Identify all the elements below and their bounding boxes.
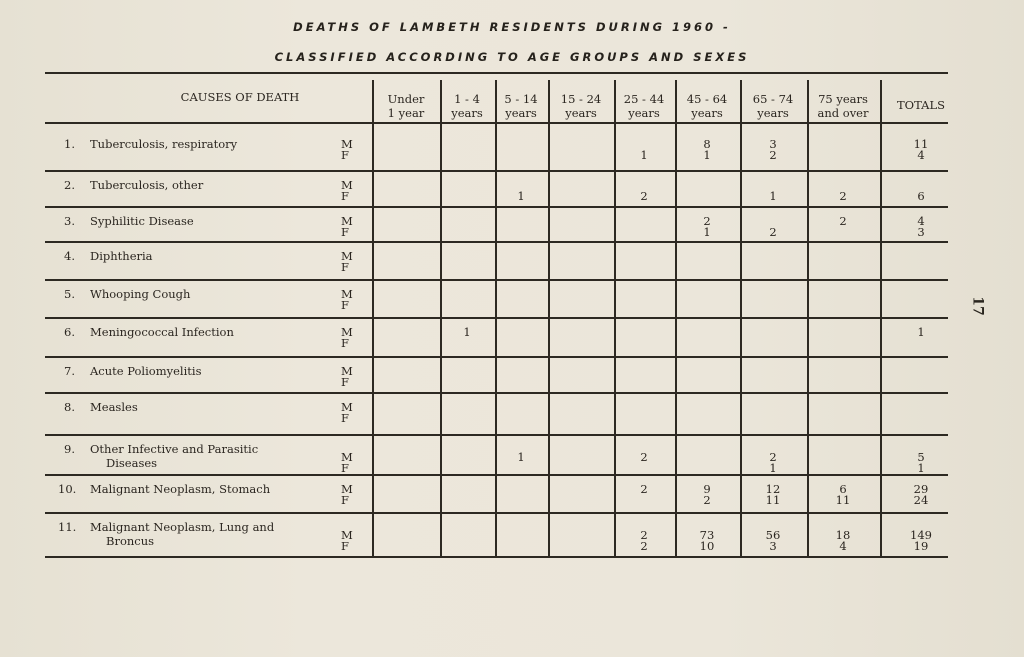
cell-male: 29 <box>913 482 929 496</box>
table-top-rule <box>45 72 948 74</box>
cell-female: 2 <box>769 225 777 239</box>
column-header-line: 5 - 14 <box>504 92 538 106</box>
sex-label-male: M <box>341 249 353 263</box>
sex-label-male: M <box>341 137 353 151</box>
cell-male: 6 <box>839 482 847 496</box>
sex-label-female: F <box>341 461 349 475</box>
row-rule <box>45 512 948 514</box>
cause-label: Whooping Cough <box>90 287 191 301</box>
column-header <box>140 90 340 104</box>
sex-label-male: M <box>341 400 353 414</box>
sex-label-female: F <box>341 225 349 239</box>
sex-label-female: F <box>341 260 349 274</box>
column-header-line: years <box>757 106 789 120</box>
cell-male: 1 <box>463 325 471 339</box>
column-header-line: 25 - 44 <box>623 92 665 106</box>
column-header-line: 75 years <box>818 92 868 106</box>
cause-label: Meningococcal Infection <box>90 325 234 339</box>
sex-label-male: M <box>341 364 353 378</box>
cell-female: 1 <box>769 189 777 203</box>
row-number: 7. <box>64 364 75 378</box>
cause-label: Acute Poliomyelitis <box>90 364 202 378</box>
row-number: 6. <box>64 325 75 339</box>
column-header-line: 65 - 74 <box>752 92 794 106</box>
cause-label: Malignant Neoplasm, Stomach <box>90 482 271 496</box>
cell-female: 4 <box>917 148 925 162</box>
column-header <box>738 92 808 120</box>
column-header-line: 1 - 4 <box>454 92 480 106</box>
cause-label: Syphilitic Disease <box>90 214 194 228</box>
sex-label-female: F <box>341 189 349 203</box>
cause-label: Malignant Neoplasm, Lung and <box>90 520 275 534</box>
cell-male: 149 <box>910 528 932 542</box>
column-header-line: years <box>451 106 483 120</box>
column-header-line: 15 - 24 <box>560 92 602 106</box>
column-header-line: TOTALS <box>897 98 945 112</box>
cell-female: 3 <box>769 539 777 553</box>
cell-female: 1 <box>703 225 711 239</box>
row-rule <box>45 474 948 476</box>
document-title-line-2: CLASSIFIED ACCORDING TO AGE GROUPS AND SEXES <box>274 50 750 64</box>
sex-label-female: F <box>341 336 349 350</box>
sex-label-female: F <box>341 148 349 162</box>
cause-label-continued: Broncus <box>106 534 155 548</box>
row-number: 8. <box>64 400 75 414</box>
row-number: 5. <box>64 287 75 301</box>
cell-male: 11 <box>913 137 929 151</box>
column-header-line: years <box>691 106 723 120</box>
cell-female: 2 <box>769 148 777 162</box>
row-rule <box>45 317 948 319</box>
cause-label-continued: Diseases <box>106 456 158 470</box>
sex-label-female: F <box>341 539 349 553</box>
cell-male: 73 <box>699 528 715 542</box>
cell-female: 2 <box>703 493 711 507</box>
cell-male: 2 <box>640 528 648 542</box>
column-header-line: 1 year <box>387 106 425 120</box>
cell-male: 5 <box>917 450 925 464</box>
cell-male: 1 <box>917 325 925 339</box>
cell-female: 3 <box>917 225 925 239</box>
column-header-line: years <box>505 106 537 120</box>
column-header-line: and over <box>817 106 869 120</box>
row-rule <box>45 392 948 394</box>
cell-male: 2 <box>769 450 777 464</box>
cell-male: 3 <box>769 137 777 151</box>
cell-male: 1 <box>517 450 525 464</box>
cell-male: 12 <box>765 482 781 496</box>
column-header <box>808 92 878 120</box>
cell-female: 1 <box>640 148 648 162</box>
cell-male: 56 <box>765 528 781 542</box>
column-header <box>609 92 679 120</box>
cell-female: 10 <box>699 539 715 553</box>
cell-female: 2 <box>839 189 847 203</box>
cell-male: 2 <box>703 214 711 228</box>
sex-label-female: F <box>341 298 349 312</box>
column-header <box>672 92 742 120</box>
row-rule <box>45 434 948 436</box>
cause-label: Tuberculosis, other <box>90 178 204 192</box>
row-number: 2. <box>64 178 75 192</box>
cell-female: 24 <box>913 493 929 507</box>
row-number: 4. <box>64 249 75 263</box>
cell-female: 1 <box>517 189 525 203</box>
cause-label: Other Infective and Parasitic <box>90 442 259 456</box>
cell-male: 4 <box>917 214 925 228</box>
column-header-line: years <box>565 106 597 120</box>
cell-male: 2 <box>640 450 648 464</box>
sex-label-female: F <box>341 493 349 507</box>
sex-label-female: F <box>341 411 349 425</box>
cause-label: Measles <box>90 400 138 414</box>
cell-female: 1 <box>703 148 711 162</box>
cell-female: 11 <box>835 493 851 507</box>
page-number: 17 <box>969 296 986 316</box>
cell-male: 8 <box>703 137 711 151</box>
row-number: 1. <box>64 137 75 151</box>
sex-label-male: M <box>341 482 353 496</box>
cell-female: 1 <box>917 461 925 475</box>
cell-male: 18 <box>835 528 851 542</box>
sex-label-male: M <box>341 450 353 464</box>
cause-label: Diphtheria <box>90 249 153 263</box>
cell-female: 2 <box>640 189 648 203</box>
sex-label-male: M <box>341 528 353 542</box>
column-header <box>371 92 441 120</box>
row-number: 11. <box>58 520 77 534</box>
sex-label-male: M <box>341 178 353 192</box>
row-rule <box>45 170 948 172</box>
cell-female: 19 <box>913 539 929 553</box>
cell-male: 2 <box>839 214 847 228</box>
sex-label-male: M <box>341 325 353 339</box>
cell-female: 11 <box>765 493 781 507</box>
sex-label-male: M <box>341 214 353 228</box>
cell-female: 4 <box>839 539 847 553</box>
column-header <box>886 98 956 112</box>
row-rule <box>45 356 948 358</box>
cell-male: 9 <box>703 482 711 496</box>
cell-male: 2 <box>640 482 648 496</box>
cell-female: 1 <box>769 461 777 475</box>
row-rule <box>45 279 948 281</box>
column-header <box>546 92 616 120</box>
cell-female: 2 <box>640 539 648 553</box>
cell-female: 6 <box>917 189 925 203</box>
document-title-line-1: DEATHS OF LAMBETH RESIDENTS DURING 1960 - <box>293 20 731 34</box>
cause-label: Tuberculosis, respiratory <box>90 137 238 151</box>
column-header-line: CAUSES OF DEATH <box>180 90 300 104</box>
column-header-line: 45 - 64 <box>686 92 728 106</box>
row-rule <box>45 206 948 208</box>
row-number: 10. <box>58 482 77 496</box>
row-number: 9. <box>64 442 75 456</box>
column-header-line: Under <box>387 92 425 106</box>
sex-label-male: M <box>341 287 353 301</box>
row-number: 3. <box>64 214 75 228</box>
row-rule <box>45 241 948 243</box>
row-rule <box>45 556 948 558</box>
column-header-line: years <box>628 106 660 120</box>
sex-label-female: F <box>341 375 349 389</box>
